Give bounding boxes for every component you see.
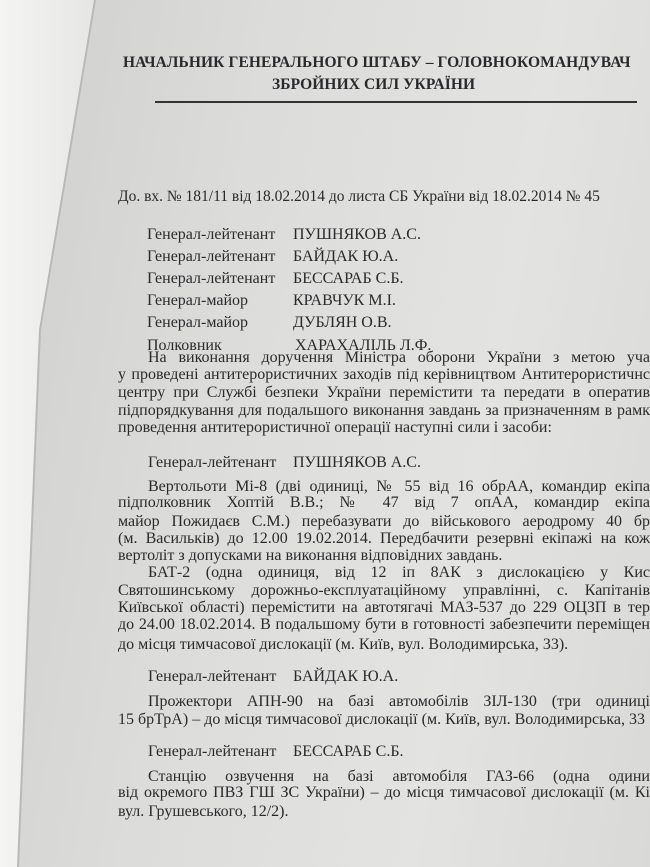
section-paragraph-line: (м. Васильків) до 12.00 19.02.2014. Передбачити резервні екіпажі на кож: [118, 530, 650, 547]
intro-paragraph-line: центру при Службі безпеки України перемістити та передати в оператив: [118, 384, 650, 401]
section-paragraph-line: Київської області) перемістити на автотягачі МАЗ-537 до 229 ОЦЗП в тер: [118, 599, 650, 616]
section-paragraph-line: до 24.00 18.02.2014. В подальшому бути в готовності забезпечити переміщен: [118, 616, 650, 633]
intro-paragraph-line: підпорядкування для подальшого виконання завдань за призначенням в рамк: [118, 402, 650, 419]
section-rank: Генерал-лейтенант: [148, 454, 277, 471]
intro-paragraph-line: у проведені антитерористичних заходів під керівництвом Антитерористичнс: [118, 366, 650, 383]
section-paragraph-line: Святошинському дорожньо-експлуатаційному управлінні, с. Капітанів: [118, 582, 650, 599]
section-paragraph-line: вертоліт з допусками на виконання відповідних завдань.: [118, 547, 503, 564]
section-name: БАЙДАК Ю.А.: [293, 668, 399, 685]
addressee-rank: Генерал-лейтенант: [147, 270, 276, 287]
section-paragraph-line: майор Пожидаєв С.М.) перебазувати до військового аеродрому 40 бр: [118, 513, 650, 530]
section-paragraph-line: від окремого ПВЗ ГШ ЗС України) – до місця тимчасової дислокації (м. Кі: [118, 784, 650, 801]
section-paragraph-line: Вертольоти Мі-8 (дві одиниці, № 55 від 16 обрАА, командир екіпа: [148, 478, 650, 495]
addressee-name: БАЙДАК Ю.А.: [293, 248, 399, 265]
section-paragraph-line: БАТ-2 (одна одиниця, від 12 іп 8АК з дислокацією у Кис: [148, 564, 650, 581]
addressee-name: ДУБЛЯН О.В.: [293, 314, 392, 331]
addressee-rank: Полковник: [147, 337, 222, 354]
addressee-name: ХАРАХАЛІЛЬ Л.Ф.: [295, 337, 432, 354]
section-name: БЕССАРАБ С.Б.: [293, 743, 404, 760]
header-title-line1: НАЧАЛЬНИК ГЕНЕРАЛЬНОГО ШТАБУ – ГОЛОВНОКОМАНДУВАЧ: [123, 54, 631, 71]
intro-paragraph-line: проведення антитерористичної операції наступні сили і засоби:: [118, 419, 552, 436]
section-rank: Генерал-лейтенант: [148, 743, 277, 760]
addressee-name: КРАВЧУК М.І.: [293, 292, 396, 309]
section-paragraph-line: Станцію озвучення на базі автомобіля ГАЗ-66 (одна одини: [148, 768, 650, 785]
section-paragraph-line: до місця тимчасової дислокації (м. Київ, вул. Володимирська, 33).: [118, 636, 569, 653]
section-paragraph-line: вул. Грушевського, 12/2).: [118, 803, 289, 820]
section-name: ПУШНЯКОВ А.С.: [293, 454, 421, 471]
addressee-name: БЕССАРАБ С.Б.: [293, 270, 404, 287]
header-divider: [155, 101, 637, 103]
addressee-rank: Генерал-лейтенант: [147, 226, 276, 243]
addressee-name: ПУШНЯКОВ А.С.: [293, 226, 421, 243]
section-paragraph-line: Прожектори АПН-90 на базі автомобілів ЗІЛ-130 (три одиниці: [148, 693, 650, 710]
section-rank: Генерал-лейтенант: [148, 668, 277, 685]
header-title-line2: ЗБРОЙНИХ СИЛ УКРАЇНИ: [272, 76, 476, 93]
section-paragraph-line: 15 брТрА) – до місця тимчасової дислокації (м. Київ, вул. Володимирська, 33: [118, 711, 645, 728]
addressee-rank: Генерал-лейтенант: [147, 248, 276, 265]
addressee-rank: Генерал-майор: [147, 314, 249, 331]
addressee-rank: Генерал-майор: [147, 292, 249, 309]
reference-line: До. вх. № 181/11 від 18.02.2014 до листа СБ України від 18.02.2014 № 45: [118, 188, 600, 205]
section-paragraph-line: підполковник Хоптій В.В.; № 47 від 7 опАА, командир екіпа: [118, 494, 650, 511]
intro-paragraph-line: На виконання доручення Міністра оборони України з метою уча: [148, 349, 650, 366]
